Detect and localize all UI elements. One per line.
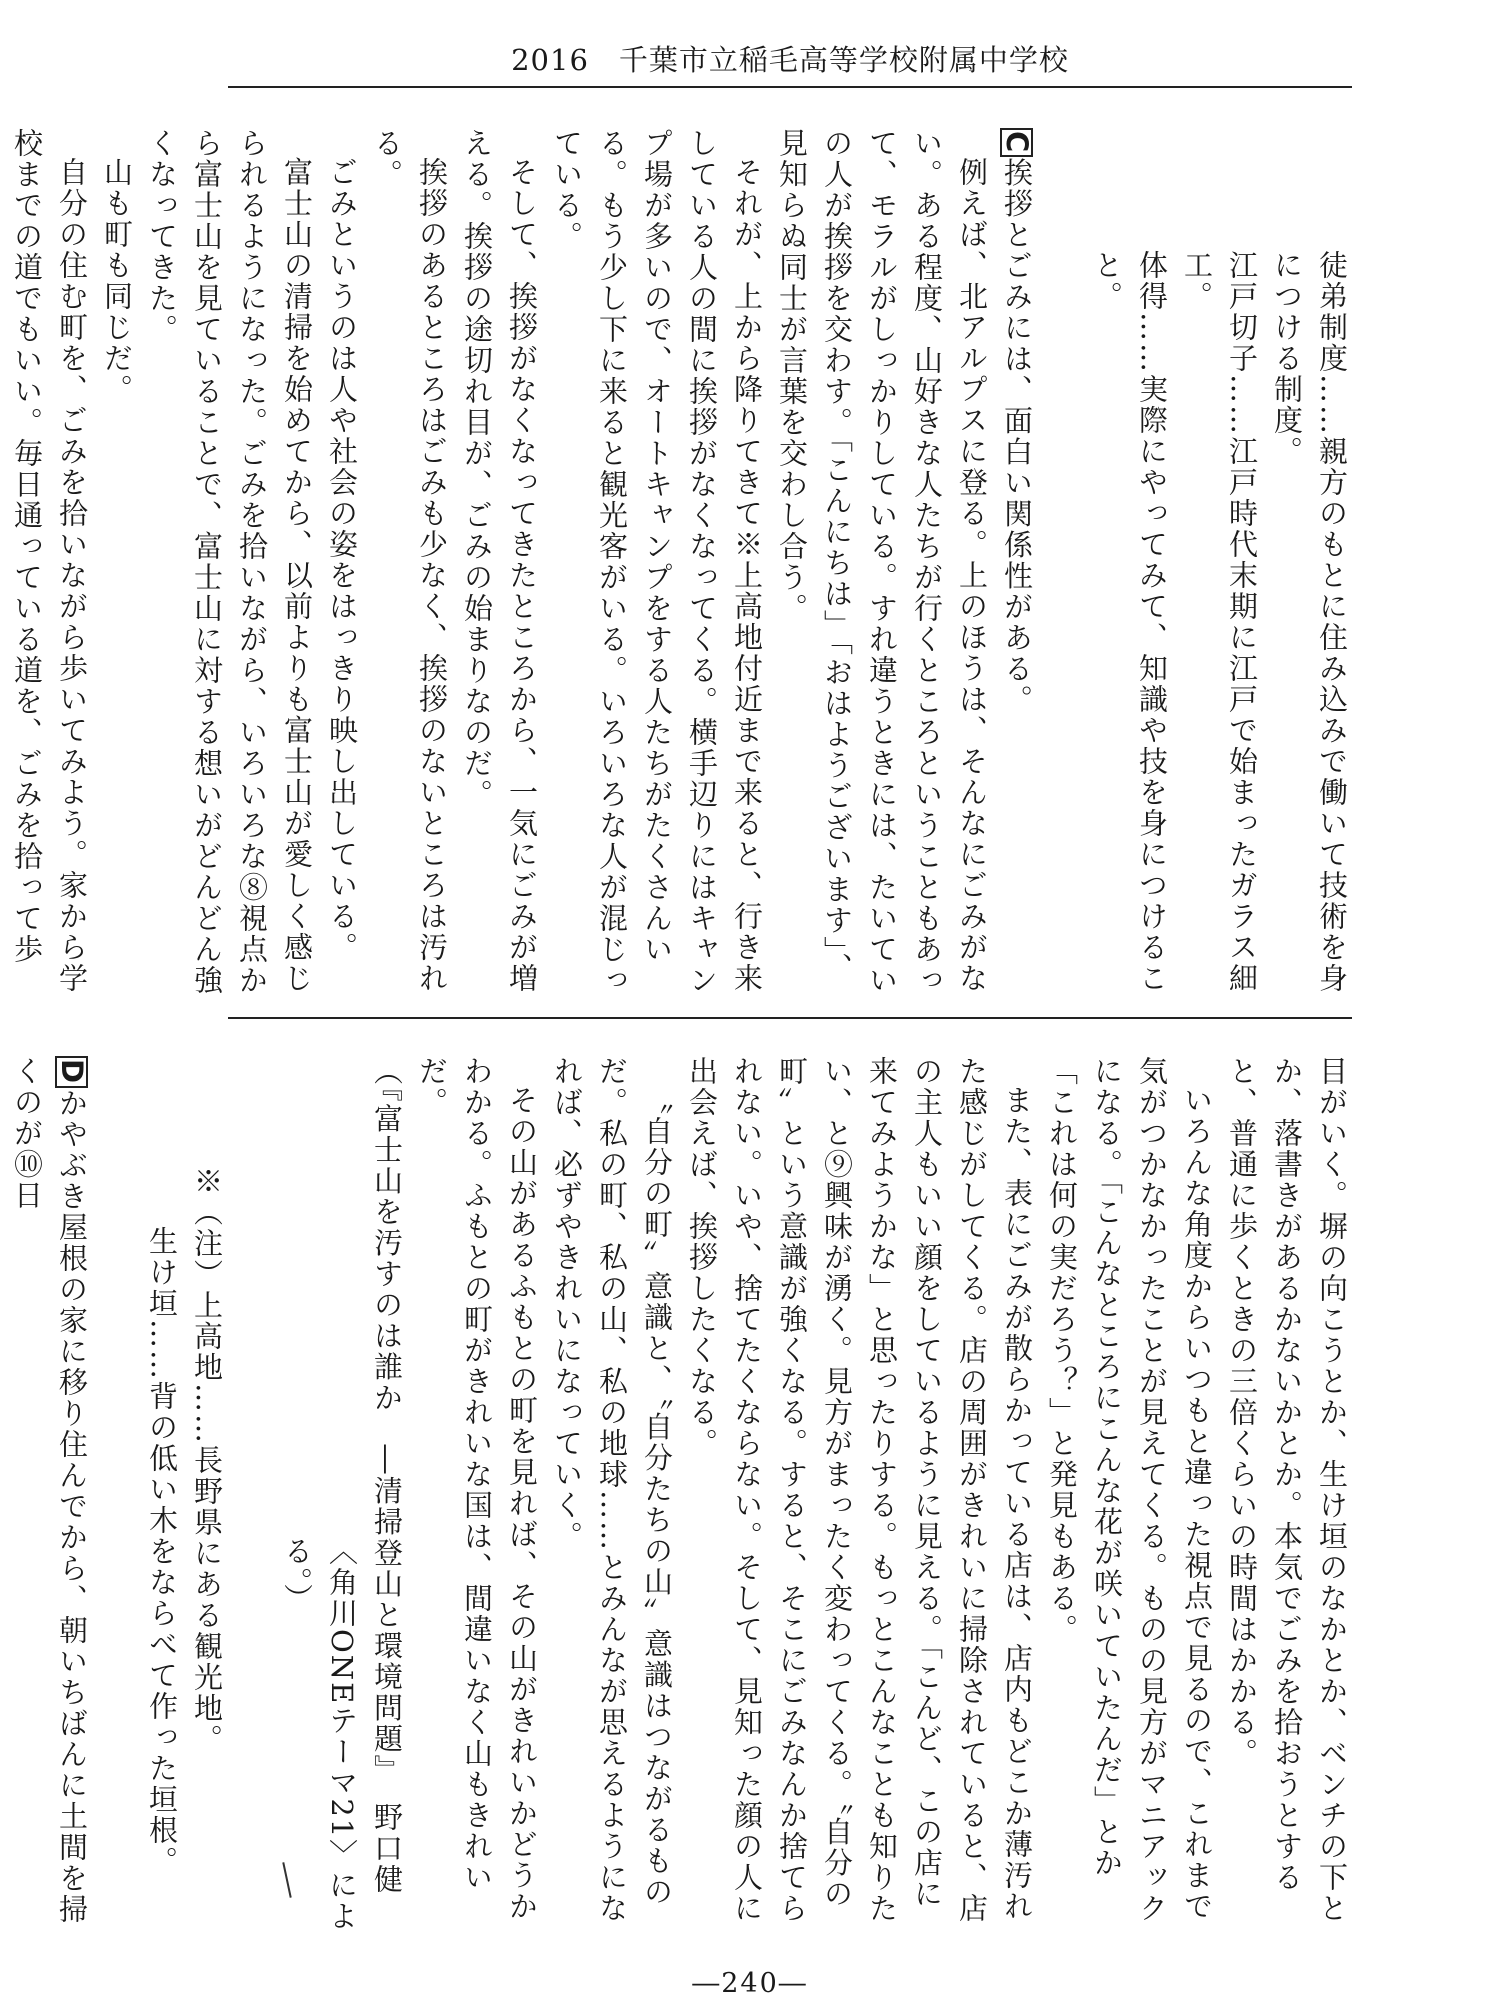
paragraph: その山があるふもとの町を見れば、その山がきれいかどうかわかる。ふもとの町がきれいな国は、間違いなく山もきれいだ。 [415,1056,539,1922]
footnote: 生け垣……背の低い木をならべて作った垣根。 [145,1226,179,1877]
paragraph: 富士山の清掃を始めてから、以前よりも富士山が愛しく感じられるようになった。ごみを拾いながら、いろいろな⑧視点から富士山を見ていることで、富士山に対する想いがどんどん強くなってきた。 [145,128,314,996]
source-citation [364,1056,409,1936]
paragraph: いろんな角度からいつもと違った視点で見るので、これまで気がつかなかったことが見えてくる。ものの見方がマニアックになる。「こんなところにこんな花が咲いていたんだ」とか「これは何の実だろう？」と発見もある。 [1045,1056,1214,1924]
section-c-heading [994,128,1039,998]
section-divider [228,1017,1352,1019]
section-d-text: かやぶき屋根の家に移り住んでから、朝いちばんに土間を掃くのが⑩日 [10,1056,89,1926]
paragraph: 〝自分の町〟意識と、〝自分たちの山〟意識はつながるものだ。私の町、私の山、私の地球……とみんなが思えるようになれば、必ずやきれいになっていく。 [550,1056,674,1924]
paragraph: そして、挨拶がなくなってきたところから、一気にごみが増える。挨拶の途切れ目が、ごみの始まりなのだ。 [460,128,539,994]
section-d-label: D [55,1056,88,1088]
source-citation-end: 〈角川ONEテーマ21〉による。） [280,1536,359,1933]
paragraph: それが、上から降りてきて※上高地付近まで来ると、行き来している人の間に挨拶がなくなってくる。横手辺りにはキャンプ場が多いので、オートキャンプをする人たちがたくさんいる。もう少し下に来ると観光客がいる。いろいろな人が混じっている。 [550,128,764,996]
paragraph: 山も町も同じだ。 [100,157,134,405]
bottom-text-block [10,1056,1354,1936]
header-rule [228,86,1352,88]
paragraph: ごみというのは人や社会の姿をはっきり映し出している。 [325,157,359,963]
source-author: 野口健 [370,1802,404,1895]
section-c-label: C [1000,128,1033,157]
paragraph: 例えば、北アルプスに登る。上のほうは、そんなにごみがない。ある程度、山好きな人たちが行くところということもあって、モラルがしっかりしている。すれ違うときには、たいていの人が挨拶を交わす。「こんにちは」「おはようございます」、見知らぬ同士が言葉を交わし合う。 [775,128,989,996]
section-d [4,1056,94,1936]
top-text-block [10,128,1354,998]
footnote: ※（注）上高地……長野県にある観光地。 [190,1166,224,1755]
paragraph: また、表にごみが散らかっている店は、店内もどこか薄汚れた感じがしてくる。店の周囲がきれいに掃除されていると、店の主人もいい顔をしているように見える。「こんど、この店に来てみようかな」と思ったりする。もっとこんなことも知りたい、と⑨興味が湧く。見方がまったく変わってくる。〝自分の町〟という意識が強くなる。すると、そこにごみなんか捨てられない。いや、捨てたくならない。そして、見知った顔の人に出会えば、挨拶したくなる。 [685,1056,1034,1924]
page-header-title: 2016 千葉市立稲毛高等学校附属中学校 [511,43,1069,77]
page-number: ―240― [692,1968,808,1999]
source-title: （『富士山を汚すのは誰か ―清掃登山と環境問題』 [370,1056,404,1771]
paragraph: 挨拶のあるところはごみも少なく、挨拶のないところは汚れる。 [370,128,449,994]
note-item: 体得……実際にやってみて、知識や技を身につけること。 [1090,250,1169,994]
glossary-notes [1084,128,1354,998]
section-c-heading-text: 挨拶とごみには、面白い関係性がある。 [1000,157,1034,716]
paragraph: 目がいく。塀の向こうとか、生け垣のなかとか、ベンチの下とか、落書きがあるかないかとか。本気でごみを拾おうとすると、普通に歩くときの三倍くらいの時間はかかる。 [1225,1056,1349,1924]
paragraph: 自分の住む町を、ごみを拾いながら歩いてみよう。家から学校までの道でもいい。毎日通っている道を、ごみを拾って歩 [10,128,89,994]
note-item: 徒弟制度……親方のもとに住み込みで働いて技術を身につける制度。 [1270,250,1349,994]
note-item: 江戸切子……江戸時代末期に江戸で始まったガラス細工。 [1180,250,1259,994]
